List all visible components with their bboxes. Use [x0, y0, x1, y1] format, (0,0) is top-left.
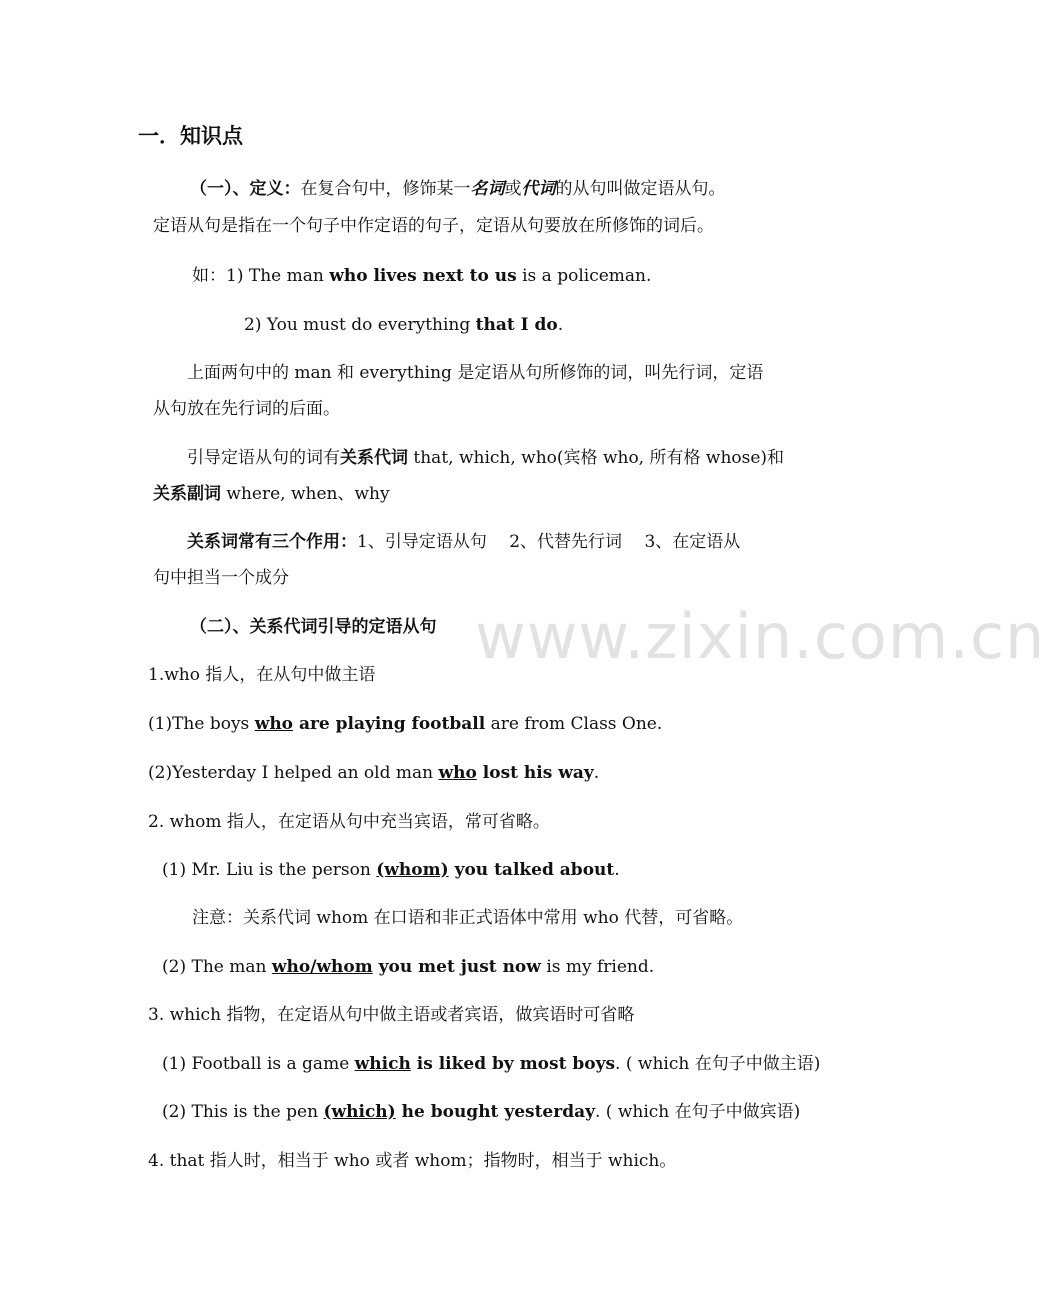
which-example-2: [162, 1100, 800, 1124]
or-text: 或: [504, 179, 522, 199]
who-ex2-pronoun: who: [438, 763, 477, 783]
whom-example-1: [162, 858, 620, 882]
whom-ex2-clause: you met just now: [372, 957, 541, 977]
whom-note: 注意：关系代词 whom 在口语和非正式语体中常用 who 代替，可省略。: [192, 908, 744, 928]
paragraph-3-line-1: [187, 530, 740, 554]
who-example-1: [148, 712, 662, 736]
pronoun-term: 代词: [521, 179, 556, 199]
whom-title: 2. whom 指人，在定语从句中充当宾语，常可省略。: [148, 812, 550, 832]
whom-ex1-post: .: [614, 860, 620, 880]
which-ex1-pronoun: which: [354, 1054, 411, 1074]
which-ex2-post: . ( which 在句子中做宾语): [595, 1102, 801, 1122]
example-2-post: .: [557, 315, 564, 335]
definition-line-2: 定语从句是指在一个句子中作定语的句子，定语从句要放在所修饰的词后。: [153, 216, 714, 236]
example-1-clause: who lives next to us: [329, 266, 517, 286]
paragraph-2-line-2: [153, 482, 390, 506]
example-2-pre: 2) You must do everything: [244, 315, 476, 335]
whom-ex2-pre: (2) The man: [162, 957, 272, 977]
paragraph-3-line-2: 句中担当一个成分: [153, 568, 289, 588]
which-ex1-post: . ( which 在句子中做主语): [615, 1054, 821, 1074]
example-2-clause: that I do: [475, 315, 558, 335]
whom-example-2: [162, 955, 654, 979]
that-title: 4. that 指人时，相当于 who 或者 whom；指物时，相当于 which。: [148, 1151, 677, 1171]
whom-ex1-pronoun: (whom): [376, 860, 449, 880]
which-ex1-clause: is liked by most boys: [410, 1054, 616, 1074]
paragraph-2-line-1: [187, 446, 784, 470]
who-ex1-clause: are playing football: [293, 714, 486, 734]
who-ex2-post: .: [593, 763, 600, 783]
who-example-2: [148, 761, 599, 785]
which-ex2-pronoun: (which): [323, 1102, 396, 1122]
paragraph-3-label: 关系词常有三个作用：: [187, 532, 357, 552]
noun-term: 名词: [470, 179, 505, 199]
who-title: 1.who 指人，在从句中做主语: [148, 665, 376, 685]
paragraph-1-line-1: 上面两句中的 man 和 everything 是定语从句所修饰的词，叫先行词，定语: [187, 363, 764, 383]
which-ex2-pre: (2) This is the pen: [162, 1102, 324, 1122]
example-2: [244, 313, 563, 337]
section-heading: 一．知识点: [138, 124, 243, 148]
example-1-post: is a policeman.: [516, 266, 652, 286]
definition-text: 在复合句中，修饰某一: [300, 179, 471, 199]
example-1: [192, 264, 651, 288]
paragraph-3-text: 1、引导定语从句 2、代替先行词 3、在定语从: [357, 532, 741, 552]
whom-ex2-post: is my friend.: [540, 957, 655, 977]
who-ex1-post: are from Class One.: [485, 714, 663, 734]
who-ex2-clause: lost his way: [476, 763, 594, 783]
which-example-1: [162, 1052, 820, 1076]
definition-line-1: [190, 177, 726, 201]
watermark: www.zixin.com.cn: [475, 600, 1045, 673]
which-ex1-pre: (1) Football is a game: [162, 1054, 355, 1074]
which-title: 3. which 指物，在定语从句中做主语或者宾语，做宾语时可省略: [148, 1005, 635, 1025]
definition-text-end: 的从句叫做定语从句。: [555, 179, 726, 199]
who-ex1-pronoun: who: [254, 714, 294, 734]
paragraph-2-mid: that, which, who(宾格 who, 所有格 whose)和: [408, 448, 785, 468]
relative-adverb-term: 关系副词: [153, 484, 221, 504]
paragraph-2-post: where, when、why: [221, 484, 390, 504]
which-ex2-clause: he bought yesterday: [395, 1102, 595, 1122]
paragraph-1-line-2: 从句放在先行词的后面。: [153, 399, 340, 419]
whom-ex1-pre: (1) Mr. Liu is the person: [162, 860, 377, 880]
who-ex2-pre: (2)Yesterday I helped an old man: [148, 763, 439, 783]
definition-label: （一）、定义：: [190, 179, 301, 199]
whom-ex2-pronoun: who/whom: [271, 957, 373, 977]
relative-pronoun-term: 关系代词: [340, 448, 408, 468]
who-ex1-pre: (1)The boys: [148, 714, 255, 734]
section-2-heading: （二）、关系代词引导的定语从句: [190, 617, 437, 637]
paragraph-2-pre: 引导定语从句的词有: [187, 448, 340, 468]
example-1-pre: 如：1) The man: [192, 266, 330, 286]
whom-ex1-clause: you talked about: [448, 860, 615, 880]
